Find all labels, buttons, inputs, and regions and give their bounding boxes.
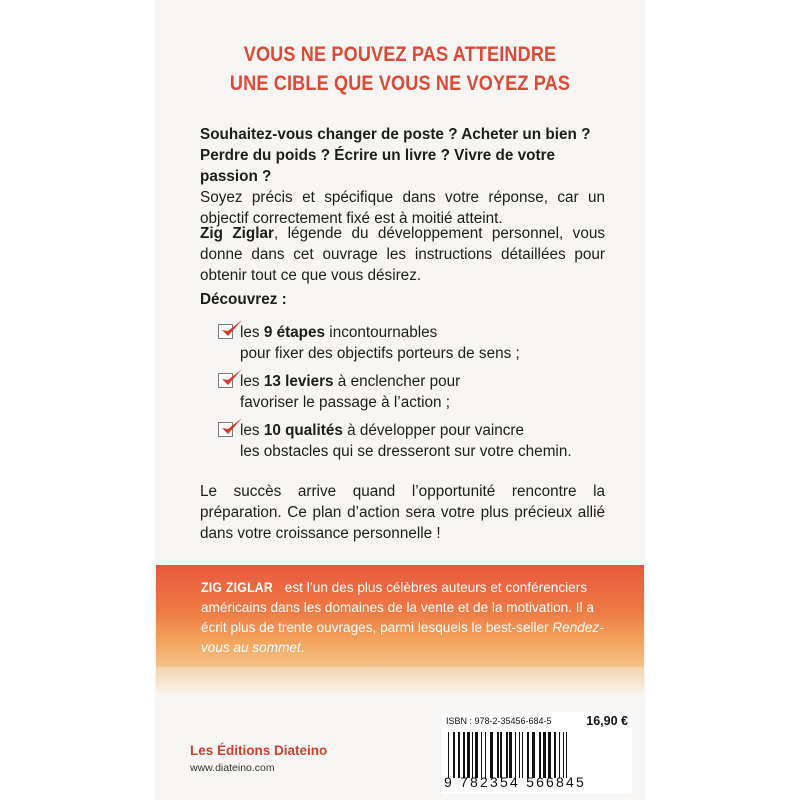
bio-name: ZIG ZIGLAR: [201, 580, 274, 595]
barcode-block: [442, 712, 632, 794]
item-line2: favoriser le passage à l’action ;: [240, 394, 451, 411]
item-prefix: les: [240, 324, 264, 341]
headline: [156, 40, 644, 98]
headline-line-1: VOUS NE POUVEZ PAS ATTEINDRE: [243, 43, 557, 66]
headline-line-2: UNE CIBLE QUE VOUS NE VOYEZ PAS: [229, 72, 571, 95]
item-bold: 13 leviers: [263, 373, 334, 390]
intro-paragraph: [200, 124, 605, 229]
bio-end: .: [300, 640, 305, 655]
author-bio: [201, 578, 611, 658]
barcode-digits: 9 782354 566845: [444, 774, 586, 790]
intro-question-1: Souhaitez-vous changer de poste ? Acheter un bien ?: [200, 126, 591, 143]
checkbox-check-icon: [218, 324, 233, 339]
author-paragraph: [200, 223, 605, 286]
list-item: [218, 322, 618, 364]
author-name: Zig Ziglar: [200, 225, 274, 242]
list-item: [218, 420, 618, 462]
publisher-website: www.diateino.com: [190, 762, 275, 774]
price: 16,90 €: [586, 714, 628, 728]
intro-text: Soyez précis et spécifique dans votre réponse, car un objectif correctement fixé est à moitié atteint.: [200, 189, 605, 227]
bio-book-title: Rendez-vous au sommet: [201, 620, 604, 655]
publisher-name: Les Éditions Diateino: [190, 743, 328, 758]
list-item: [218, 371, 618, 413]
item-text: à développer pour vaincre: [342, 422, 525, 439]
item-text: incontournables: [325, 324, 438, 341]
item-prefix: les: [240, 373, 264, 390]
item-line2: pour fixer des objectifs porteurs de sens ;: [240, 345, 520, 362]
book-back-cover: [156, 0, 644, 800]
item-text: à enclencher pour: [333, 373, 461, 390]
item-bold: 10 qualités: [263, 422, 343, 439]
isbn-text: ISBN : 978-2-35456-684-5: [446, 716, 552, 726]
item-bold: 9 étapes: [263, 324, 326, 341]
checkbox-check-icon: [218, 422, 233, 437]
bio-text: est l’un des plus célèbres auteurs et conférenciers américains dans les domaines de la vente et de la motivation. Il a écrit plus de trente ouvrages, parmi lesquels le best-seller: [201, 580, 594, 635]
discover-title: Découvrez :: [200, 291, 287, 308]
item-line2: les obstacles qui se dresseront sur votre chemin.: [240, 443, 572, 460]
author-text: , légende du développement personnel, vous donne dans cet ouvrage les instructions détaillées pour obtenir tout ce que vous désirez.: [200, 225, 605, 284]
item-prefix: les: [240, 422, 264, 439]
intro-question-2: Perdre du poids ? Écrire un livre ? Vivre de votre passion ?: [200, 147, 556, 185]
closing-paragraph: Le succès arrive quand l’opportunité rencontre la préparation. Ce plan d’action sera votre plus précieux allié dans votre croissance personnelle !: [200, 483, 605, 542]
bio-band-fade: [156, 667, 644, 697]
barcode-image: [448, 732, 626, 778]
isbn-line: [446, 714, 628, 728]
checkbox-check-icon: [218, 373, 233, 388]
